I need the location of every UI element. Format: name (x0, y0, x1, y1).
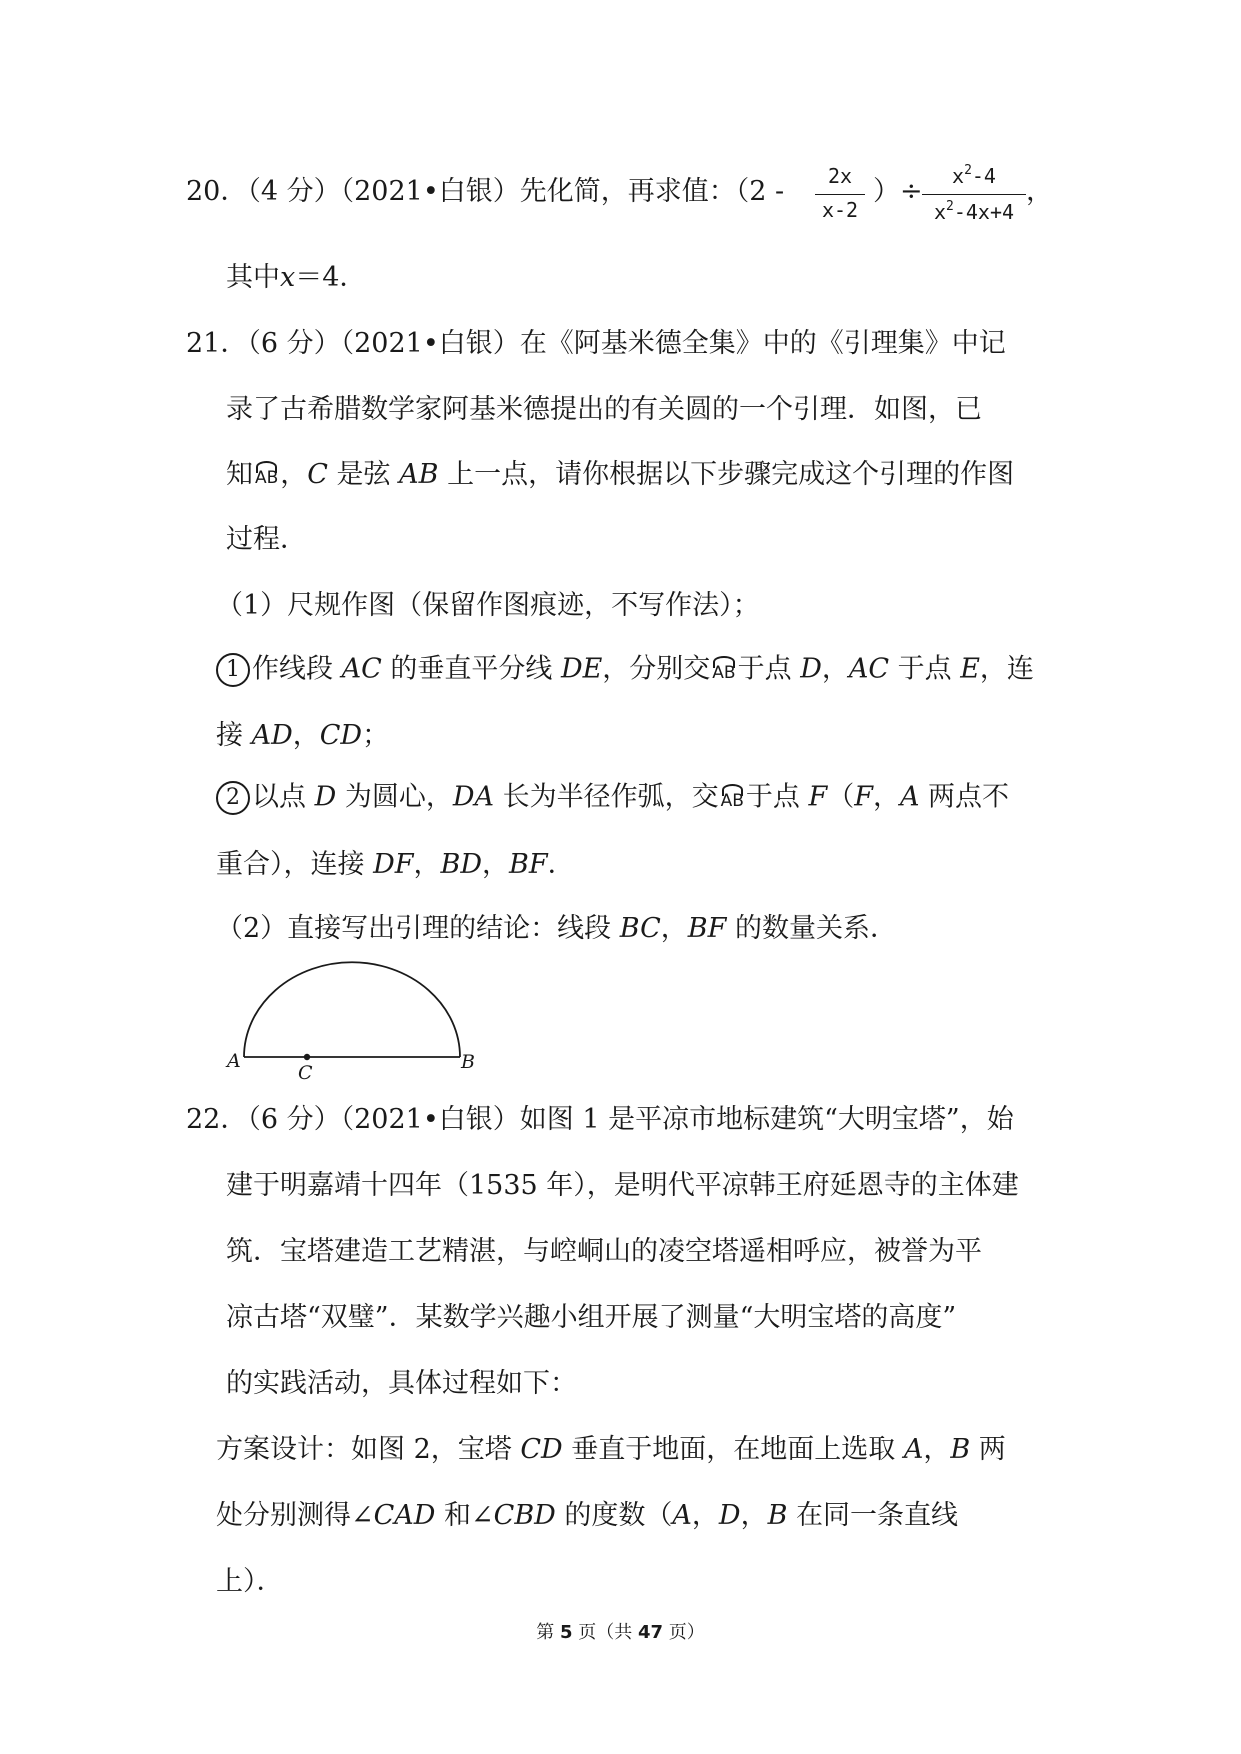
q22-design-line3: 上）． (216, 1566, 284, 1597)
figure-label-b: B (461, 1051, 475, 1073)
q20-line2: 其中x＝4． (226, 262, 367, 293)
q21-step2-cont: 重合），连接 DF，BD，BF． (216, 849, 575, 880)
q22-line1: 22．（6 分）（2021•白银）如图 1 是平凉市地标建筑“大明宝塔”，始 (186, 1104, 1014, 1135)
q21-line4: 过程． (226, 524, 307, 555)
q21-step2: 2 以点 D 为圆心，DA 长为半径作弧，交 AB于点 F（F，A 两点不 (216, 781, 1009, 815)
q20-number: 20 (186, 176, 221, 207)
q22-source: （2021•白银） (340, 1104, 520, 1135)
q21-part1: （1）尺规作图（保留作图痕迹，不写作法）； (216, 590, 760, 621)
q20-score: （4 分） (247, 176, 341, 207)
q22-design-line2: 处分别测得∠CAD 和∠CBD 的度数（A，D，B 在同一条直线 (216, 1500, 958, 1531)
q20-trail: ， (1026, 176, 1053, 207)
q22-number: 22 (186, 1104, 221, 1135)
figure-label-a: A (227, 1050, 241, 1072)
q21-source: （2021•白银） (340, 328, 520, 359)
figure-label-c: C (298, 1062, 313, 1084)
q20-fraction-1-denominator: x-2 (821, 198, 859, 222)
q22-line2: 建于明嘉靖十四年（1535 年），是明代平凉韩王府延恩寺的主体建 (226, 1170, 1019, 1201)
q22-line5: 的实践活动，具体过程如下： (226, 1368, 577, 1399)
arc-ab-symbol: AB (255, 464, 278, 487)
q20-source: （2021•白银） (340, 176, 520, 207)
q20-line1: 20．（4 分）（2021•白银）先化简，再求值：（2 - (186, 176, 785, 207)
q21-line2: 录了古希腊数学家阿基米德提出的有关圆的一个引理．如图，已 (226, 394, 982, 425)
q22-line3: 筑．宝塔建造工艺精湛，与崆峒山的凌空塔遥相呼应，被誉为平 (226, 1236, 982, 1267)
q20-expr-open: （2 - (735, 176, 785, 207)
circled-number-1: 1 (216, 653, 250, 687)
arc-ab-symbol: AB (721, 787, 744, 810)
q21-step1: 1 作线段 AC 的垂直平分线 DE，分别交 AB于点 D，AC 于点 E，连 (216, 653, 1034, 687)
q21-number: 21 (186, 328, 221, 359)
arc-ab-symbol: AB (712, 659, 735, 682)
q22-line4: 凉古塔“双璧”．某数学兴趣小组开展了测量“大明宝塔的高度” (226, 1302, 957, 1333)
q20-fraction-2-numerator: $x^2-4$ (952, 163, 996, 188)
figure-arc-ab (244, 962, 460, 1057)
page-total: 47 (637, 1622, 664, 1643)
q20-fraction-1-numerator: 2x (827, 164, 853, 188)
figure-point-c (304, 1054, 310, 1060)
page-footer: 第 5 页（共 47 页） (536, 1622, 705, 1643)
q22-design-line1: 方案设计：如图 2，宝塔 CD 垂直于地面，在地面上选取 A，B 两 (216, 1434, 1006, 1465)
q21-score: （6 分） (247, 328, 341, 359)
q20-fraction-2-denominator: $x^2-4x+4$ (933, 199, 1015, 224)
q21-line3: 知 AB，C 是弦 AB 上一点，请你根据以下步骤完成这个引理的作图 (226, 459, 1015, 490)
q21-part2: （2）直接写出引理的结论：线段 BC，BF 的数量关系． (216, 913, 897, 944)
q20-prompt: 先化简，再求值： (519, 176, 736, 207)
page-number: 5 (559, 1622, 573, 1643)
circled-number-2: 2 (216, 781, 250, 815)
q22-score: （6 分） (247, 1104, 341, 1135)
q21-line1: 21．（6 分）（2021•白银）在《阿基米德全集》中的《引理集》中记 (186, 328, 1006, 359)
q21-step1-cont: 接 AD，CD； (216, 720, 390, 751)
q20-expr-close: ）÷ (873, 176, 923, 207)
